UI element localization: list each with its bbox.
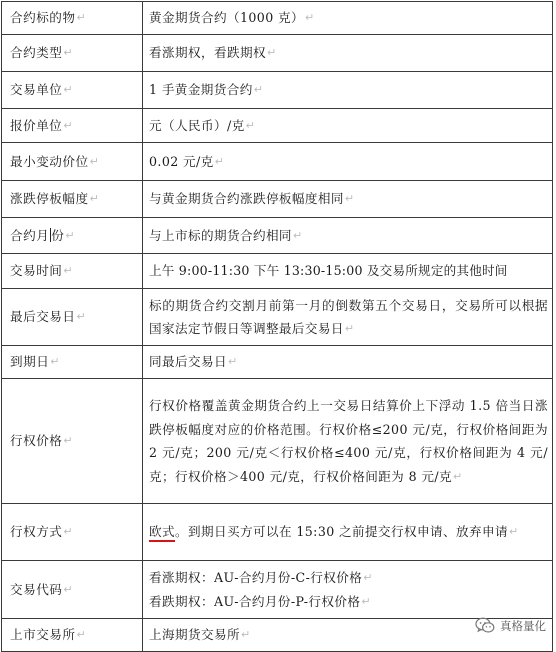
code-line-call: 看涨期权：AU-合约月份-C-行权价格↵ bbox=[149, 570, 373, 585]
paragraph-mark-icon: ↵ bbox=[344, 322, 355, 335]
paragraph-mark-icon: ↵ bbox=[266, 46, 277, 60]
row-label: 行权价格↵ bbox=[2, 379, 143, 504]
row-label: 报价单位↵ bbox=[2, 109, 143, 143]
row-value: 上午 9:00-11:30 下午 13:30-15:00 及交易所规定的其他时间 bbox=[143, 254, 553, 289]
table-row bbox=[2, 143, 553, 181]
row-value: 与黄金期货合约涨跌停板幅度相同↵ bbox=[143, 181, 553, 218]
table-row bbox=[2, 109, 553, 143]
table-row bbox=[2, 561, 553, 619]
row-value: 欧式。到期日买方可以在 15:30 之前提交行权申请、放弃申请↵ bbox=[143, 504, 553, 561]
row-value: 行权价格覆盖黄金期货合约上一交易日结算价上下浮动 1.5 倍当日涨跌停板幅度对应的价格范围。行权价格≤200 元/克，行权价格间距为 2 元/克；200 元/克＜行权价格≤400 元/克，行权价格间距为 4 元/克；行权价格＞400 元/克，行权价格间距为 8 元/克↵ bbox=[143, 379, 553, 504]
paragraph-mark-icon: ↵ bbox=[253, 83, 264, 97]
paragraph-mark-icon: ↵ bbox=[76, 628, 87, 642]
paragraph-mark-icon: ↵ bbox=[63, 525, 74, 539]
paragraph-mark-icon: ↵ bbox=[344, 192, 355, 206]
watermark-text: 真格量化 bbox=[500, 618, 546, 633]
row-label: 最小变动价位↵ bbox=[2, 143, 143, 181]
row-label: 到期日↵ bbox=[2, 346, 143, 379]
table-row bbox=[2, 504, 553, 561]
table-row bbox=[2, 218, 553, 254]
row-value: 黄金期货合约（1000 克）↵ bbox=[143, 2, 553, 35]
table-row bbox=[2, 181, 553, 218]
watermark bbox=[475, 617, 546, 634]
paragraph-mark-icon: ↵ bbox=[227, 355, 238, 369]
row-label: 交易时间↵ bbox=[2, 254, 143, 289]
table-row bbox=[2, 346, 553, 379]
wechat-icon bbox=[475, 617, 495, 634]
row-value: 0.02 元/克↵ bbox=[143, 143, 553, 181]
row-value: 上海期货交易所↵ bbox=[143, 619, 553, 652]
row-label: 上市交易所↵ bbox=[2, 619, 143, 652]
paragraph-mark-icon: ↵ bbox=[245, 118, 256, 132]
paragraph-mark-icon: ↵ bbox=[214, 154, 225, 168]
code-line-put: 看跌期权：AU-合约月份-P-行权价格↵ bbox=[149, 593, 371, 609]
row-value: 与上市标的期货合约相同↵ bbox=[143, 218, 553, 254]
row-label: 最后交易日↵ bbox=[2, 289, 143, 346]
row-label: 涨跌停板幅度↵ bbox=[2, 181, 143, 218]
paragraph-mark-icon: ↵ bbox=[63, 434, 74, 448]
paragraph-mark-icon: ↵ bbox=[240, 628, 251, 642]
paragraph-mark-icon: ↵ bbox=[65, 228, 76, 242]
table-row bbox=[2, 254, 553, 289]
row-value: 同最后交易日↵ bbox=[143, 346, 553, 379]
table-row bbox=[2, 619, 553, 652]
table-row bbox=[2, 379, 553, 504]
highlighted-term: 欧式 bbox=[149, 524, 175, 542]
paragraph-mark-icon: ↵ bbox=[50, 355, 60, 369]
table-row bbox=[2, 72, 553, 109]
paragraph-mark-icon: ↵ bbox=[508, 525, 519, 539]
row-value: 1 手黄金期货合约↵ bbox=[143, 72, 553, 109]
table-row bbox=[2, 35, 553, 72]
row-label: 合约标的物↵ bbox=[2, 2, 143, 35]
row-value: 看涨期权，看跌期权↵ bbox=[143, 35, 553, 72]
paragraph-mark-icon: ↵ bbox=[63, 582, 74, 596]
paragraph-mark-icon: ↵ bbox=[305, 11, 315, 25]
row-value bbox=[143, 561, 553, 619]
paragraph-mark-icon: ↵ bbox=[363, 571, 373, 584]
paragraph-mark-icon: ↵ bbox=[76, 11, 87, 25]
paragraph-mark-icon: ↵ bbox=[292, 228, 303, 242]
paragraph-mark-icon: ↵ bbox=[63, 46, 74, 60]
table-row bbox=[2, 289, 553, 346]
paragraph-mark-icon: ↵ bbox=[453, 469, 463, 483]
table-row bbox=[2, 2, 553, 35]
paragraph-mark-icon: ↵ bbox=[63, 264, 74, 278]
paragraph-mark-icon: ↵ bbox=[361, 594, 371, 608]
row-value: 元（人民币）/克↵ bbox=[143, 109, 553, 143]
row-value: 标的期货合约交割月前第一月的倒数第五个交易日，交易所可以根据国家法定节假日等调整最后交易日↵ bbox=[143, 289, 553, 346]
paragraph-mark-icon: ↵ bbox=[89, 154, 100, 168]
row-label: 行权方式↵ bbox=[2, 504, 143, 561]
row-label: 合约类型↵ bbox=[2, 35, 143, 72]
paragraph-mark-icon: ↵ bbox=[63, 118, 74, 132]
paragraph-mark-icon: ↵ bbox=[76, 310, 87, 324]
row-label: 交易代码↵ bbox=[2, 561, 143, 619]
contract-spec-table bbox=[1, 1, 553, 652]
paragraph-mark-icon: ↵ bbox=[63, 83, 74, 97]
row-label: 交易单位↵ bbox=[2, 72, 143, 109]
paragraph-mark-icon: ↵ bbox=[89, 192, 100, 206]
row-label: 合约月 份↵ bbox=[2, 218, 143, 254]
